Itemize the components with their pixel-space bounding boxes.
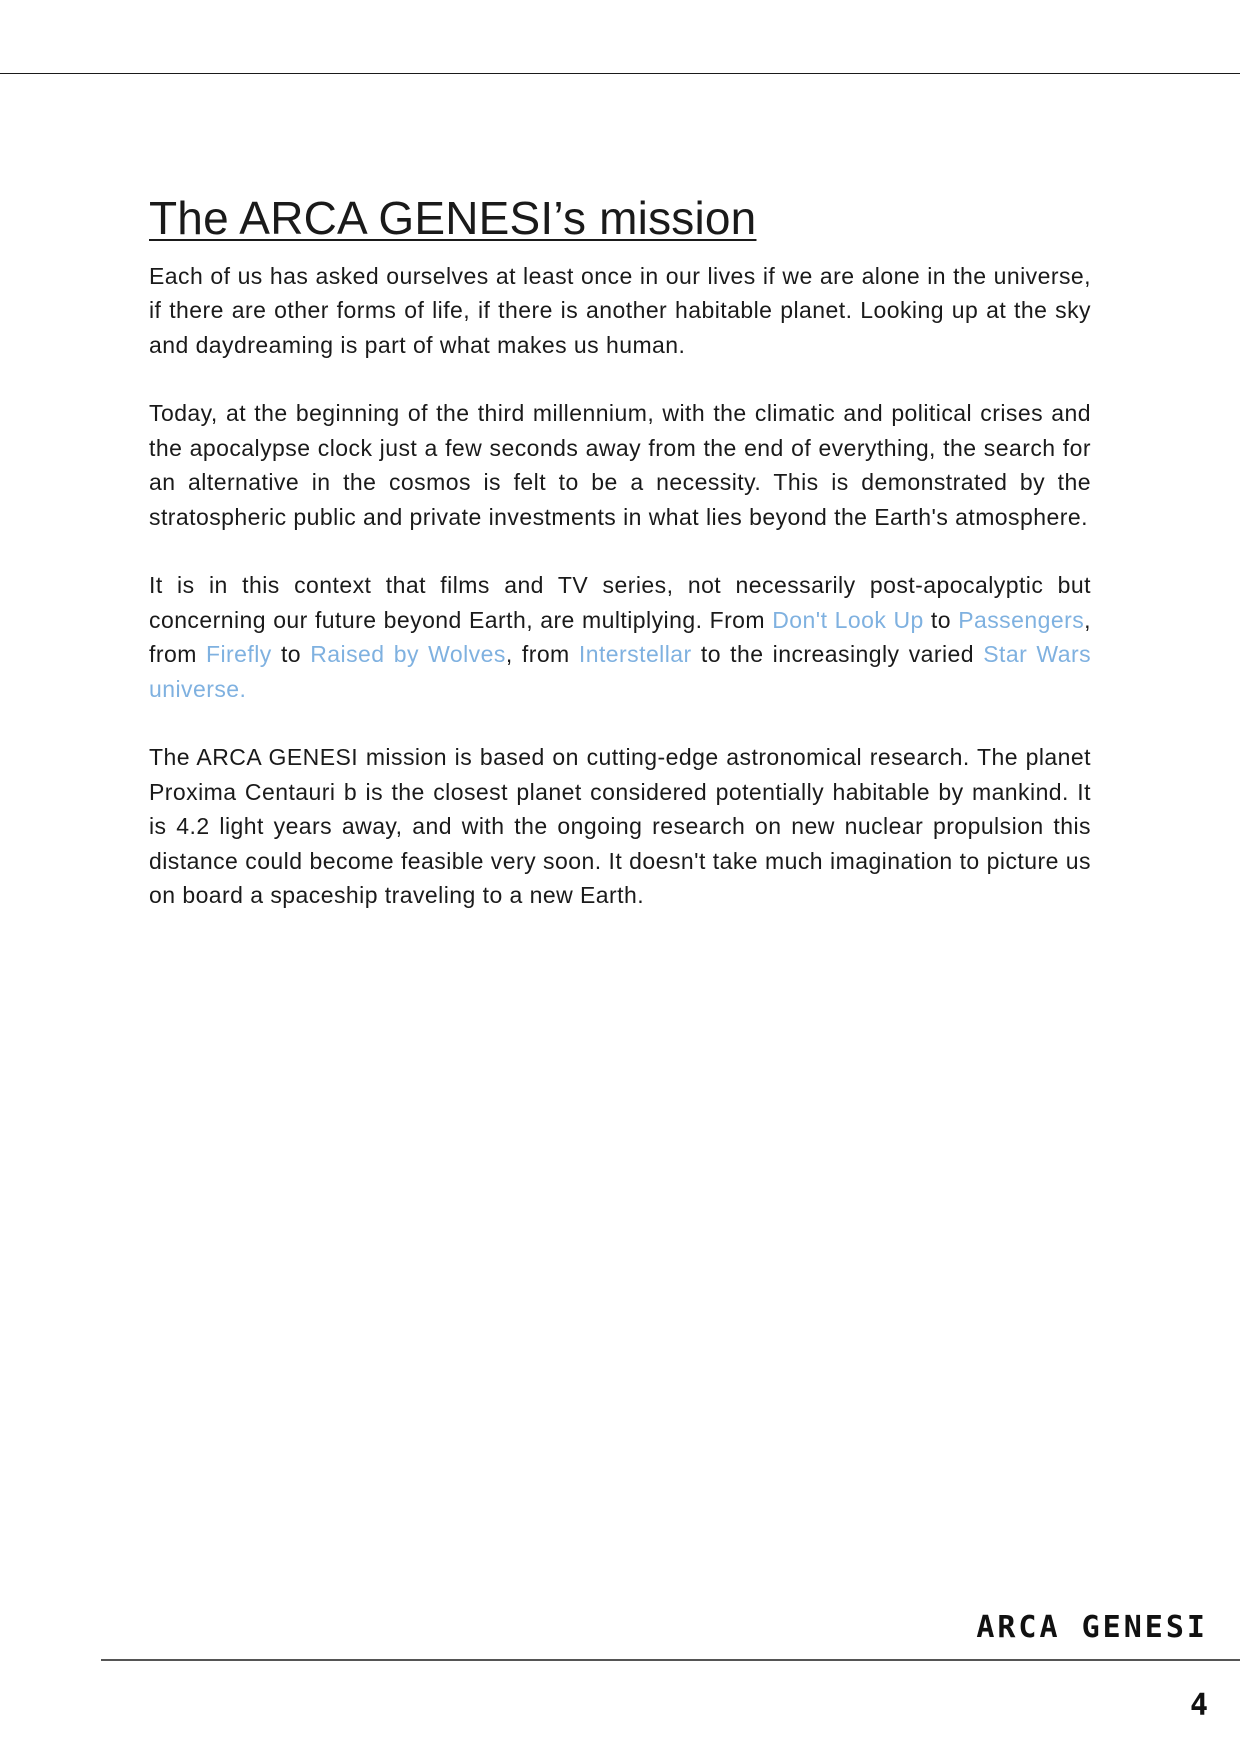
text-from-2: , from (505, 641, 579, 668)
page-title: The ARCA GENESI’s mission (149, 192, 757, 244)
link-firefly[interactable]: Firefly (206, 641, 272, 668)
paragraph-intro: Each of us has asked ourselves at least once in our lives if we are alone in the universe, if there are other forms of life, if there is another habitable planet. Looking up at the sky and daydreaming is part of what makes us human. (149, 262, 1091, 358)
page-number: 4 (1189, 1688, 1208, 1723)
text-to-2: to (271, 641, 311, 668)
link-star-wars[interactable]: Star Wars universe. (149, 641, 1092, 702)
paragraph-films-intro: It is in this context that films and TV series, not necessarily post-apocalyptic but concerning our future beyond Earth, are multiplying. From (149, 572, 1091, 633)
link-interstellar[interactable]: Interstellar (578, 641, 692, 668)
link-dont-look-up[interactable]: Don't Look Up (772, 606, 924, 633)
paragraph-context: Today, at the beginning of the third millennium, with the climatic and political crises and the apocalypse clock just a few seconds away from the end of everything, the search for an alternative in the cosmos is felt to be a necessity. This is demonstrated by the stratospheric public and private investments in what lies beyond the Earth's atmosphere. (149, 400, 1091, 530)
text-to-1: to (923, 606, 959, 633)
footer-brand-logo: ARCA GENESI (976, 1610, 1208, 1645)
paragraph-films (149, 568, 1091, 706)
link-passengers[interactable]: Passengers (958, 606, 1085, 633)
footer-divider (101, 1659, 1240, 1661)
header-divider (0, 73, 1240, 74)
paragraph-mission: The ARCA GENESI mission is based on cutting-edge astronomical research. The planet Proxima Centauri b is the closest planet considered potentially habitable by mankind. It is 4.2 light years away, and with the ongoing research on new nuclear propulsion this distance could become feasible very soon. It doesn't take much imagination to picture us on board a spaceship traveling to a new Earth. (149, 744, 1091, 909)
document-body (149, 192, 1091, 947)
link-raised-by-wolves[interactable]: Raised by Wolves (310, 641, 506, 668)
text-from-1: , from (149, 606, 1092, 668)
text-varied: to the increasingly varied (691, 641, 984, 668)
